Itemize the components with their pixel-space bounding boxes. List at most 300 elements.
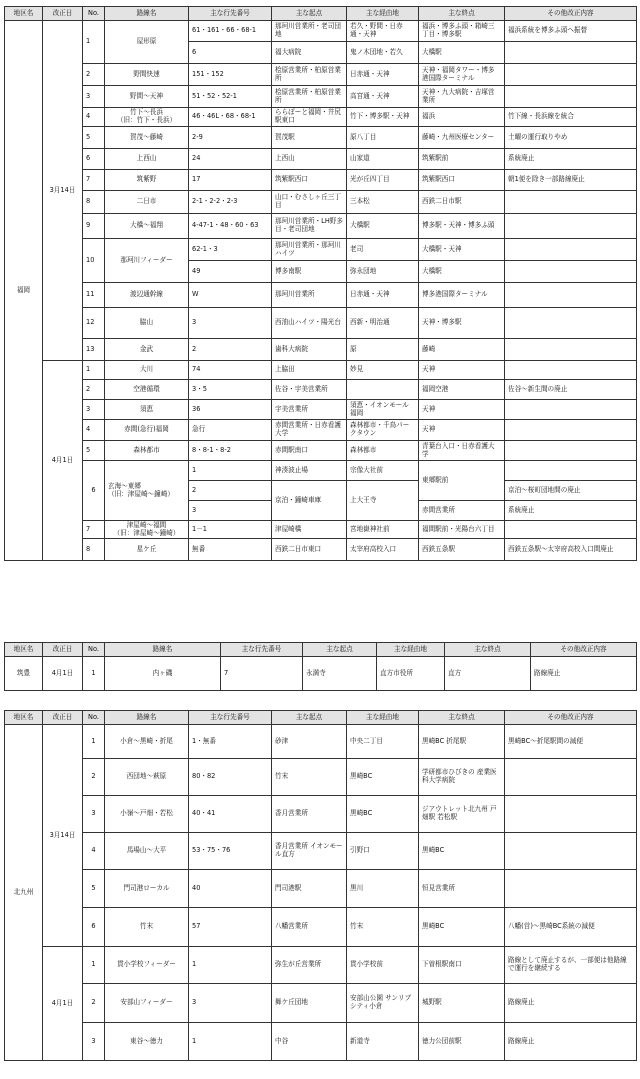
header-row	[5, 711, 637, 725]
destination-no: 40・41	[189, 796, 272, 833]
via-point: 黒崎BC	[347, 796, 419, 833]
fukuoka-route-table	[4, 6, 637, 561]
end-header: 主な終点	[419, 7, 505, 21]
end-point: 藤崎	[419, 339, 505, 361]
route-name: 野間～天神	[105, 86, 189, 108]
revision-date: 4月1日	[43, 947, 83, 1061]
other-changes: 路線廃止	[531, 657, 637, 691]
destination-no: 40	[189, 870, 272, 908]
other-changes: 路線廃止	[505, 984, 637, 1023]
start-point: 那珂川営業所・那珂川ハイツ	[272, 239, 347, 261]
end-point: 赤間営業所	[419, 501, 505, 521]
start-point: 赤間駅南口	[272, 441, 347, 461]
start-point: ららぽーと福岡・井尻駅東口	[272, 108, 347, 127]
table-row	[5, 127, 637, 149]
other-changes	[505, 521, 637, 539]
end-point: 筑紫駅西口	[419, 170, 505, 191]
table-row	[5, 521, 637, 539]
via-point: 太宰府高校入口	[347, 539, 419, 561]
destination-no: 53・75・76	[189, 833, 272, 870]
end-header: 主な終点	[419, 711, 505, 725]
table-row	[5, 796, 637, 833]
table-row	[5, 283, 637, 308]
table-row	[5, 657, 637, 691]
via-point: 原	[347, 339, 419, 361]
route-name: 津屋崎～福間 （旧：津屋崎～鐘崎）	[105, 521, 189, 539]
other-changes: 黒崎BC～折尾駅間の減便	[505, 725, 637, 759]
via-point: 三本松	[347, 191, 419, 214]
start-header: 主な起点	[272, 7, 347, 21]
route-name: 森林都市	[105, 441, 189, 461]
end-point: 筑紫駅前	[419, 149, 505, 170]
table-row	[5, 870, 637, 908]
route-name: 門司港ローカル	[105, 870, 189, 908]
route-no: 6	[83, 461, 105, 521]
table-row	[5, 400, 637, 420]
via-header: 主な経由地	[347, 711, 419, 725]
start-point: 神湊波止場	[272, 461, 347, 481]
table-row	[5, 984, 637, 1023]
other-changes: 系統廃止	[505, 501, 637, 521]
other-changes	[505, 283, 637, 308]
start-point: 西油山ハイツ・陽光台	[272, 308, 347, 339]
table-row	[5, 191, 637, 214]
table-row	[5, 339, 637, 361]
via-point: 弥永団地	[347, 261, 419, 283]
via-point: 高宮通・天神	[347, 86, 419, 108]
via-point: 中央二丁目	[347, 725, 419, 759]
area-header: 地区名	[5, 643, 43, 657]
start-point: 那珂川営業所・LH野多目・老司団地	[272, 214, 347, 239]
destination-header: 主な行先番号	[189, 711, 272, 725]
via-point: 原八丁目	[347, 127, 419, 149]
via-point: 宗像大社前	[347, 461, 419, 481]
route-name: 赤間(急行)福岡	[105, 420, 189, 441]
via-point: 老司	[347, 239, 419, 261]
other-changes	[505, 191, 637, 214]
via-point: 上大王寺	[347, 481, 419, 521]
start-point: 舞ケ丘団地	[272, 984, 347, 1023]
end-point: 天神・博多駅	[419, 308, 505, 339]
route-name: 内ヶ磯	[105, 657, 221, 691]
other-changes	[505, 239, 637, 261]
via-point: 安部山公園 サンリブシティ小倉	[347, 984, 419, 1023]
other-changes: 京泊～桜町団地間の廃止	[505, 481, 637, 501]
end-point: 徳力公団前駅	[419, 1023, 505, 1061]
start-point: 西鉄二日市東口	[272, 539, 347, 561]
start-point: 桧原営業所・柏原営業所	[272, 86, 347, 108]
route-name: 須恵	[105, 400, 189, 420]
other-changes	[505, 759, 637, 796]
other-changes	[505, 308, 637, 339]
route-name: 賀茂～藤崎	[105, 127, 189, 149]
destination-no: 3	[189, 308, 272, 339]
route-no: 3	[83, 86, 105, 108]
route-no: 2	[83, 64, 105, 86]
end-point: 西鉄五条駅	[419, 539, 505, 561]
destination-no: 8・8-1・8-2	[189, 441, 272, 461]
start-point: 香月営業所	[272, 796, 347, 833]
start-point: 那珂川営業所	[272, 283, 347, 308]
other-changes	[505, 261, 637, 283]
revision-date: 4月1日	[43, 657, 83, 691]
start-point: 京泊・鐘崎車庫	[272, 481, 347, 521]
end-point: 学研都市ひびきの 産業医科大学病院	[419, 759, 505, 796]
destination-no: 49	[189, 261, 272, 283]
route-no: 4	[83, 108, 105, 127]
via-point: 黒崎BC	[347, 759, 419, 796]
via-point: 竹末	[347, 908, 419, 947]
no-header: No.	[83, 643, 105, 657]
route-name: 大橋～福翔	[105, 214, 189, 239]
end-point: 下曽根駅南口	[419, 947, 505, 984]
route-no: 3	[83, 400, 105, 420]
start-point: 歯科大病院	[272, 339, 347, 361]
revision-date: 3月14日	[43, 725, 83, 947]
no-header: No.	[83, 7, 105, 21]
end-point: 福岡空港	[419, 380, 505, 400]
end-point: 天神	[419, 361, 505, 380]
header-row	[5, 643, 637, 657]
route-no: 1	[83, 657, 105, 691]
table-row	[5, 759, 637, 796]
end-point: 恒見営業所	[419, 870, 505, 908]
route-name: 西団地～萩原	[105, 759, 189, 796]
start-point: 福大病院	[272, 42, 347, 64]
table-row	[5, 461, 637, 481]
table-row	[5, 420, 637, 441]
destination-no: W	[189, 283, 272, 308]
route-no: 8	[83, 539, 105, 561]
route-name: 馬場山～大平	[105, 833, 189, 870]
destination-no: 1－1	[189, 521, 272, 539]
destination-no: 24	[189, 149, 272, 170]
table-row	[5, 64, 637, 86]
route-no: 5	[83, 127, 105, 149]
route-no: 1	[83, 725, 105, 759]
table-row	[5, 149, 637, 170]
kitakyushu-route-table	[4, 710, 637, 1061]
via-point: 森林都市・千鳥パークタウン	[347, 420, 419, 441]
other-changes: 土曜の運行取りやめ	[505, 127, 637, 149]
start-point: 上脇田	[272, 361, 347, 380]
via-header: 主な経由地	[377, 643, 445, 657]
via-point: 宮地嶽神社前	[347, 521, 419, 539]
via-point: 鬼ノ木団地・若久	[347, 42, 419, 64]
route-no: 3	[83, 796, 105, 833]
chikuho-route-table	[4, 642, 637, 691]
start-point: 筑紫駅西口	[272, 170, 347, 191]
route-name: 脇山	[105, 308, 189, 339]
route-name-header: 路線名	[105, 711, 189, 725]
end-point: ジアウトレット北九州 戸畑駅 若松駅	[419, 796, 505, 833]
destination-no: 1	[189, 1023, 272, 1061]
date-header: 改正日	[43, 643, 83, 657]
destination-no: 46・46L・68・68-1	[189, 108, 272, 127]
destination-header: 主な行先番号	[221, 643, 303, 657]
via-point: 森林都市	[347, 441, 419, 461]
other-header: その他改正内容	[505, 711, 637, 725]
other-changes: 路線廃止	[505, 1023, 637, 1061]
start-header: 主な起点	[303, 643, 377, 657]
destination-no: 4-47-1・48・60・63	[189, 214, 272, 239]
start-point: 香月営業所 イオンモール直方	[272, 833, 347, 870]
destination-no: 2	[189, 339, 272, 361]
route-no: 1	[83, 361, 105, 380]
table-row	[5, 908, 637, 947]
table-row	[5, 239, 637, 261]
header-row	[5, 7, 637, 21]
start-point: 上西山	[272, 149, 347, 170]
via-point: 竹下・博多駅・天神	[347, 108, 419, 127]
end-point: 大橋駅・天神	[419, 239, 505, 261]
end-point: 大橋駅	[419, 261, 505, 283]
other-changes: 佐谷～新生間の廃止	[505, 380, 637, 400]
start-point: 賀茂駅	[272, 127, 347, 149]
destination-no: 36	[189, 400, 272, 420]
route-name: 小嶺～戸畑・若松	[105, 796, 189, 833]
route-no: 9	[83, 214, 105, 239]
end-point: 博多港国際ターミナル	[419, 283, 505, 308]
start-point: 那珂川営業所・老司団地	[272, 21, 347, 42]
start-point: 弥生が丘営業所	[272, 947, 347, 984]
other-changes: 系統廃止	[505, 149, 637, 170]
destination-no: 1	[189, 461, 272, 481]
route-name: 二日市	[105, 191, 189, 214]
end-point: 天神・九大病院・吉塚営業所	[419, 86, 505, 108]
route-name: 上西山	[105, 149, 189, 170]
revision-date: 3月14日	[43, 21, 83, 361]
route-name: 野間快速	[105, 64, 189, 86]
route-name-header: 路線名	[105, 7, 189, 21]
destination-no: 17	[189, 170, 272, 191]
end-header: 主な終点	[445, 643, 531, 657]
start-point: 砂津	[272, 725, 347, 759]
route-name: 金武	[105, 339, 189, 361]
route-name: 安部山フィーダー	[105, 984, 189, 1023]
table-row	[5, 725, 637, 759]
other-changes	[505, 833, 637, 870]
other-changes: 朝1便を除き一部路線廃止	[505, 170, 637, 191]
destination-no: 61・161・66・68-1	[189, 21, 272, 42]
via-point: 山家道	[347, 149, 419, 170]
route-name: 小倉～黒崎・折尾	[105, 725, 189, 759]
via-point: 西新・明治通	[347, 308, 419, 339]
table-row	[5, 441, 637, 461]
start-point: 津屋崎橋	[272, 521, 347, 539]
other-changes	[505, 870, 637, 908]
destination-no: 3	[189, 984, 272, 1023]
destination-no: 51・52・52-1	[189, 86, 272, 108]
table-row	[5, 361, 637, 380]
destination-no: 57	[189, 908, 272, 947]
via-header: 主な経由地	[347, 7, 419, 21]
destination-no: 1	[189, 947, 272, 984]
route-name: 渡辺通幹線	[105, 283, 189, 308]
table-row	[5, 539, 637, 561]
destination-no: 151・152	[189, 64, 272, 86]
other-changes	[505, 461, 637, 481]
other-changes	[505, 339, 637, 361]
start-point: 桧原営業所・柏原営業所	[272, 64, 347, 86]
area-name: 福岡	[5, 21, 43, 561]
start-point: 博多南駅	[272, 261, 347, 283]
end-point: 福浜・博多ふ頭・箱崎三丁目・博多駅	[419, 21, 505, 42]
other-header: その他改正内容	[531, 643, 637, 657]
destination-no: 2-1・2-2・2-3	[189, 191, 272, 214]
end-point: 福間駅前・光陽台六丁目	[419, 521, 505, 539]
table-row	[5, 308, 637, 339]
start-point: 宇美営業所	[272, 400, 347, 420]
route-no: 13	[83, 339, 105, 361]
area-header: 地区名	[5, 711, 43, 725]
route-name-header: 路線名	[105, 643, 221, 657]
end-point: 黒崎BC 折尾駅	[419, 725, 505, 759]
via-point: 大橋駅	[347, 214, 419, 239]
route-no: 8	[83, 191, 105, 214]
date-header: 改正日	[43, 711, 83, 725]
destination-header: 主な行先番号	[189, 7, 272, 21]
destination-no: 無番	[189, 539, 272, 561]
route-name: 玄海～東郷 （旧：津屋崎～鐘崎）	[105, 461, 189, 521]
end-point: 青葉台入口・日赤看護大学	[419, 441, 505, 461]
destination-no: 2-9	[189, 127, 272, 149]
end-point: 直方	[445, 657, 531, 691]
route-name: 大川	[105, 361, 189, 380]
route-name: 屋形原	[105, 21, 189, 64]
start-point: 中谷	[272, 1023, 347, 1061]
via-point: 須恵・イオンモール福岡	[347, 400, 419, 420]
via-point: 直方市役所	[377, 657, 445, 691]
route-no: 2	[83, 380, 105, 400]
other-changes	[505, 420, 637, 441]
end-point: 城野駅	[419, 984, 505, 1023]
end-point: 天神	[419, 400, 505, 420]
area-name: 筑豊	[5, 657, 43, 691]
via-point: 若久・野間・日赤通・天神	[347, 21, 419, 42]
destination-no: 急行	[189, 420, 272, 441]
other-changes: 八幡(営)～黒崎BC系統の減便	[505, 908, 637, 947]
route-name: 貫小学校フィーダー	[105, 947, 189, 984]
end-point: 博多駅・天神・博多ふ頭	[419, 214, 505, 239]
route-no: 5	[83, 441, 105, 461]
destination-no: 6	[189, 42, 272, 64]
area-name: 北九州	[5, 725, 43, 1061]
route-no: 1	[83, 21, 105, 64]
end-point: 東郷駅前	[419, 461, 505, 501]
route-no: 6	[83, 908, 105, 947]
no-header: No.	[83, 711, 105, 725]
table-row	[5, 380, 637, 400]
other-changes: 竹下線・長浜線を統合	[505, 108, 637, 127]
via-point: 引野口	[347, 833, 419, 870]
route-name: 竹末	[105, 908, 189, 947]
end-point: 西鉄二日市駅	[419, 191, 505, 214]
via-point: 光が丘四丁目	[347, 170, 419, 191]
route-name: 東谷～徳力	[105, 1023, 189, 1061]
route-name: 星ケ丘	[105, 539, 189, 561]
other-changes	[505, 214, 637, 239]
date-header: 改正日	[43, 7, 83, 21]
other-changes	[505, 361, 637, 380]
via-point: 黒川	[347, 870, 419, 908]
end-point: 黒崎BC	[419, 833, 505, 870]
destination-no: 2	[189, 481, 272, 501]
other-changes: 西鉄五条駅～太宰府高校入口間廃止	[505, 539, 637, 561]
other-changes	[505, 796, 637, 833]
destination-no: 62-1・3	[189, 239, 272, 261]
via-point: 貫小学校前	[347, 947, 419, 984]
route-no: 7	[83, 170, 105, 191]
destination-no: 3・5	[189, 380, 272, 400]
via-point: 新道寺	[347, 1023, 419, 1061]
start-point: 佐谷・宇美営業所	[272, 380, 347, 400]
table-row	[5, 86, 637, 108]
route-no: 1	[83, 947, 105, 984]
table-row	[5, 833, 637, 870]
destination-no: 74	[189, 361, 272, 380]
end-point: 福浜	[419, 108, 505, 127]
end-point: 天神・福岡タワー・博多港国際ターミナル	[419, 64, 505, 86]
route-no: 5	[83, 870, 105, 908]
table-row	[5, 947, 637, 984]
table-row	[5, 170, 637, 191]
via-point: 日赤通・天神	[347, 64, 419, 86]
route-no: 6	[83, 149, 105, 170]
via-point: 日赤通・天神	[347, 283, 419, 308]
end-point: 藤崎・九州医療センター	[419, 127, 505, 149]
route-no: 3	[83, 1023, 105, 1061]
route-name: 空港循環	[105, 380, 189, 400]
route-no: 10	[83, 239, 105, 283]
destination-no: 80・82	[189, 759, 272, 796]
other-changes: 福浜系統を博多ふ頭へ振替	[505, 21, 637, 42]
destination-no: 7	[221, 657, 303, 691]
other-changes	[505, 86, 637, 108]
start-point: 門司港駅	[272, 870, 347, 908]
destination-no: 1・無番	[189, 725, 272, 759]
start-point: 永満寺	[303, 657, 377, 691]
revision-date: 4月1日	[43, 361, 83, 561]
start-point: 竹末	[272, 759, 347, 796]
table-row	[5, 214, 637, 239]
route-no: 12	[83, 308, 105, 339]
start-header: 主な起点	[272, 711, 347, 725]
other-changes	[505, 42, 637, 64]
end-point: 天神	[419, 420, 505, 441]
other-header: その他改正内容	[505, 7, 637, 21]
other-changes	[505, 441, 637, 461]
table-row	[5, 21, 637, 42]
end-point: 大橋駅	[419, 42, 505, 64]
other-changes	[505, 400, 637, 420]
route-name: 那珂川フィーダー	[105, 239, 189, 283]
via-point: 妙見	[347, 361, 419, 380]
area-header: 地区名	[5, 7, 43, 21]
route-no: 4	[83, 833, 105, 870]
start-point: 赤間営業所・日赤看護大学	[272, 420, 347, 441]
start-point: 八幡営業所	[272, 908, 347, 947]
end-point: 黒崎BC	[419, 908, 505, 947]
table-row	[5, 108, 637, 127]
other-changes	[505, 64, 637, 86]
route-no: 4	[83, 420, 105, 441]
table-row	[5, 1023, 637, 1061]
via-point	[347, 380, 419, 400]
route-name: 筑紫野	[105, 170, 189, 191]
route-no: 7	[83, 521, 105, 539]
destination-no: 3	[189, 501, 272, 521]
